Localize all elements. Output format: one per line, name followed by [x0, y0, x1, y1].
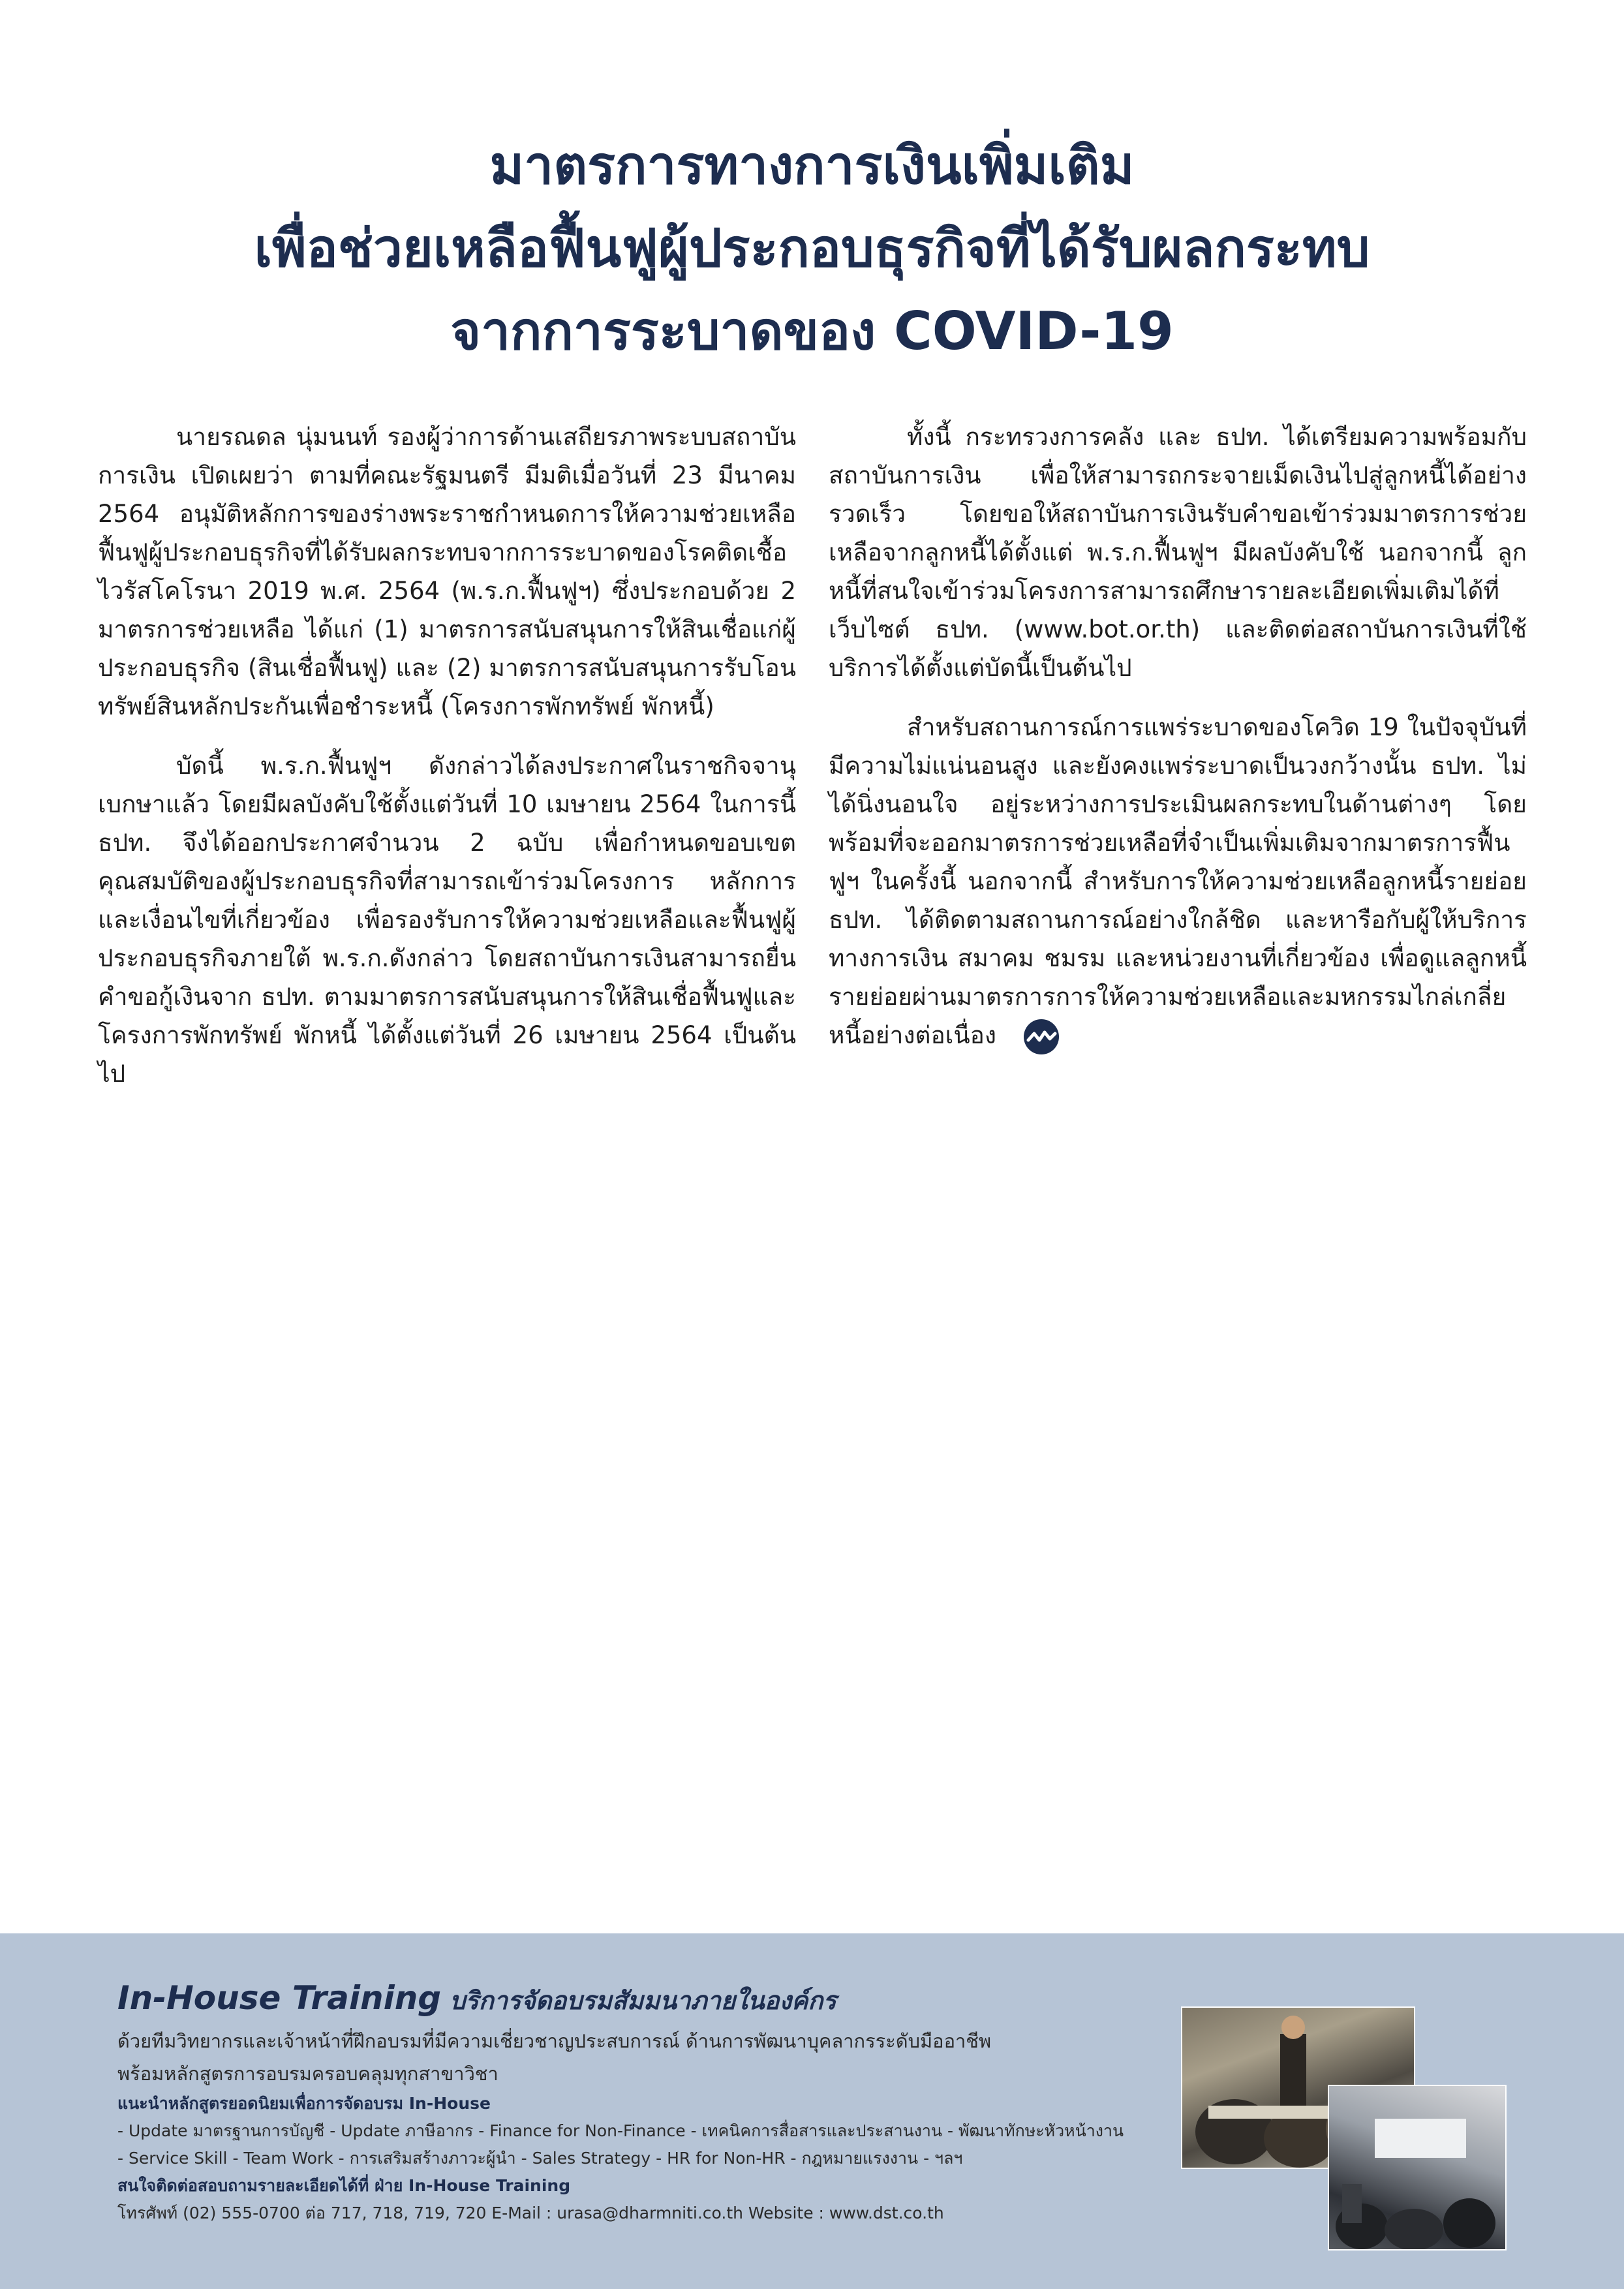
title-line-3: จากการระบาดของ COVID-19 [450, 301, 1174, 361]
courses-heading: แนะนำหลักสูตรยอดนิยมเพื่อการจัดอบรม In-House [117, 2094, 491, 2113]
end-mark-logo-icon [1022, 1018, 1060, 1056]
contact-line: โทรศัพท์ (02) 555-0700 ต่อ 717, 718, 719, 720 E-Mail : urasa@dharmniti.co.th Website : www.dst.co.th [117, 2204, 944, 2222]
footer-banner [0, 1933, 1624, 2289]
footer-line: พร้อมหลักสูตรการอบรมครอบคลุมทุกสาขาวิชา [117, 2063, 498, 2085]
title-line-1: มาตรการทางการเงินเพิ่มเติม [489, 135, 1135, 196]
footer-line: ด้วยทีมวิทยากรและเจ้าหน้าที่ฝึกอบรมที่มีความเชี่ยวชาญประสบการณ์ ด้านการพัฒนาบุคลากรระดับมืออาชีพ [117, 2030, 992, 2052]
article-column-left [98, 418, 796, 1114]
footer-brand [117, 1979, 836, 2020]
article-column-right [829, 418, 1527, 1077]
paragraph-text: สำหรับสถานการณ์การแพร่ระบาดของโควิด 19 ในปัจจุบันที่มีความไม่แน่นอนสูง และยังคงแพร่ระบาดเป็นวงกว้างนั้น ธปท. ไม่ได้นิ่งนอนใจ อยู่ระหว่างการประเมินผลกระทบในด้านต่างๆ โดยพร้อมที่จะออกมาตรการช่วยเหลือที่จำเป็นเพิ่มเติมจากมาตรการฟื้นฟูฯ ในครั้งนี้ นอกจากนี้ สำหรับการให้ความช่วยเหลือลูกหนี้รายย่อย ธปท. ได้ติดตามสถานการณ์อย่างใกล้ชิด และหารือกับผู้ให้บริการทางการเงิน สมาคม ชมรม และหน่วยงานที่เกี่ยวข้อง เพื่อดูแลลูกหนี้รายย่อยผ่านมาตรการการให้ความช่วยเหลือและมหกรรมไกล่เกลี่ยหนี้อย่างต่อเนื่อง [829, 713, 1527, 1049]
brand-name: In-House Training [117, 1979, 442, 2017]
article-title [0, 124, 1624, 373]
paragraph: บัดนี้ พ.ร.ก.ฟื้นฟูฯ ดังกล่าวได้ลงประกาศในราชกิจจานุเบกษาแล้ว โดยมีผลบังคับใช้ตั้งแต่วันที่ 10 เมษายน 2564 ในการนี้ ธปท. จึงได้ออกประกาศจำนวน 2 ฉบับ เพื่อกำหนดขอบเขตคุณสมบัติของผู้ประกอบธุรกิจที่สามารถเข้าร่วมโครงการ หลักการ และเงื่อนไขที่เกี่ยวข้อง เพื่อรองรับการให้ความช่วยเหลือและฟื้นฟูผู้ประกอบธุรกิจภายใต้ พ.ร.ก.ดังกล่าว โดยสถาบันการเงินสามารถยื่นคำขอกู้เงินจาก ธปท. ตามมาตรการสนับสนุนการให้สินเชื่อฟื้นฟูและโครงการพักทรัพย์ พักหนี้ ได้ตั้งแต่วันที่ 26 เมษายน 2564 เป็นต้นไป [98, 752, 796, 1088]
footer-text [117, 2025, 1174, 2227]
paragraph: ทั้งนี้ กระทรวงการคลัง และ ธปท. ได้เตรียมความพร้อมกับสถาบันการเงิน เพื่อให้สามารถกระจายเม็ดเงินไปสู่ลูกหนี้ได้อย่างรวดเร็ว โดยขอให้สถาบันการเงินรับคำขอเข้าร่วมมาตรการช่วยเหลือจากลูกหนี้ได้ตั้งแต่ พ.ร.ก.ฟื้นฟูฯ มีผลบังคับใช้ นอกจากนี้ ลูกหนี้ที่สนใจเข้าร่วมโครงการสามารถศึกษารายละเอียดเพิ่มเติมได้ที่เว็บไซต์ ธปท. (www.bot.or.th) และติดต่อสถาบันการเงินที่ใช้บริการได้ตั้งแต่บัดนี้เป็นต้นไป [829, 423, 1527, 682]
training-photo-2 [1328, 2085, 1507, 2251]
courses-line: - Service Skill - Team Work - การเสริมสร้างภาวะผู้นำ - Sales Strategy - HR for Non-HR - กฎหมายแรงงาน - ฯลฯ [117, 2149, 963, 2168]
brand-tagline: บริการจัดอบรมสัมมนาภายในองค์กร [450, 1986, 836, 2015]
paragraph: นายรณดล นุ่มนนท์ รองผู้ว่าการด้านเสถียรภาพระบบสถาบันการเงิน เปิดเผยว่า ตามที่คณะรัฐมนตรี มีมติเมื่อวันที่ 23 มีนาคม 2564 อนุมัติหลักการของร่างพระราชกำหนดการให้ความช่วยเหลือฟื้นฟูผู้ประกอบธุรกิจที่ได้รับผลกระทบจากการระบาดของโรคติดเชื้อไวรัสโคโรนา 2019 พ.ศ. 2564 (พ.ร.ก.ฟื้นฟูฯ) ซึ่งประกอบด้วย 2 มาตรการช่วยเหลือ ได้แก่ (1) มาตรการสนับสนุนการให้สินเชื่อแก่ผู้ประกอบธุรกิจ (สินเชื่อฟื้นฟู) และ (2) มาตรการสนับสนุนการรับโอนทรัพย์สินหลักประกันเพื่อชำระหนี้ (โครงการพักทรัพย์ พักหนี้) [98, 423, 796, 720]
title-line-2: เพื่อช่วยเหลือฟื้นฟูผู้ประกอบธุรกิจที่ได้รับผลกระทบ [254, 218, 1370, 279]
paragraph-with-end-mark [829, 708, 1527, 1056]
courses-line: - Update มาตรฐานการบัญชี - Update ภาษีอากร - Finance for Non-Finance - เทคนิคการสื่อสารและประสานงาน - พัฒนาทักษะหัวหน้างาน [117, 2121, 1124, 2140]
contact-heading: สนใจติดต่อสอบถามรายละเอียดได้ที่ ฝ่าย In-House Training [117, 2176, 571, 2195]
